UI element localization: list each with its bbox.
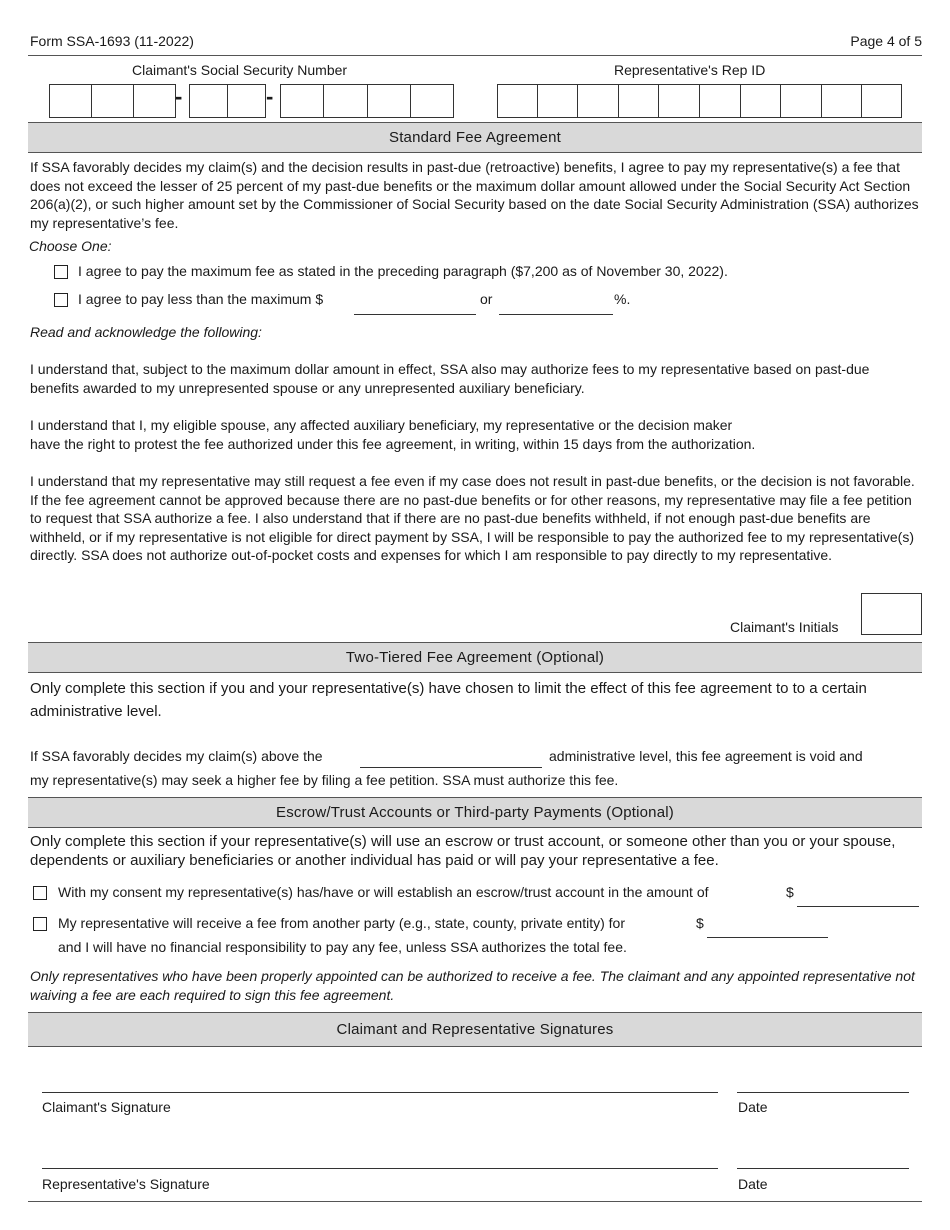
- claimant-signature-field[interactable]: [42, 1092, 718, 1093]
- representative-date-field[interactable]: [737, 1168, 909, 1169]
- admin-level-field[interactable]: [360, 767, 542, 768]
- ssn-digit-4[interactable]: [189, 84, 228, 118]
- rep-id-char-1[interactable]: [497, 84, 538, 118]
- rep-id-char-10[interactable]: [861, 84, 902, 118]
- less-fee-option-label: I agree to pay less than the maximum $: [78, 291, 324, 307]
- rep-id-char-2[interactable]: [537, 84, 578, 118]
- page-number: Page 4 of 5: [850, 33, 922, 49]
- standard-intro: If SSA favorably decides my claim(s) and the decision results in past-due (retroactive) benefits, I agree to pay my representative(s) a fee that does not exceed the lesser of 25 percent of my past-due benefits or the maximum dollar amount allowed under the Social Security Act Section 206(a)(2), or such higher amount set by the Commissioner of Social Security based on the date Social Security Administration (SSA) authorizes my representative’s fee.: [30, 159, 919, 231]
- less-fee-checkbox[interactable]: [54, 293, 68, 307]
- two-tier-line1-prefix: If SSA favorably decides my claim(s) above the: [30, 748, 323, 764]
- two-tier-heading: Two-Tiered Fee Agreement (Optional): [28, 642, 922, 673]
- standard-fee-heading: Standard Fee Agreement: [28, 122, 922, 153]
- rep-id-char-5[interactable]: [658, 84, 700, 118]
- two-tier-line1-suffix: administrative level, this fee agreement is void and: [549, 748, 863, 764]
- ssn-digit-5[interactable]: [227, 84, 266, 118]
- rep-id-char-7[interactable]: [740, 84, 781, 118]
- read-ack-label: Read and acknowledge the following:: [30, 324, 262, 340]
- rep-id-char-4[interactable]: [618, 84, 659, 118]
- representative-signature-label: Representative's Signature: [42, 1176, 210, 1192]
- signatures-heading: Claimant and Representative Signatures: [28, 1012, 922, 1047]
- ack-paragraph-1: I understand that, subject to the maximum dollar amount in effect, SSA also may authorize fees to my representative based on past-due benefits awarded to my unrepresented spouse or any unrepresented auxiliary beneficiary.: [30, 361, 870, 396]
- ssn-label: Claimant's Social Security Number: [132, 62, 348, 78]
- third-party-amount-field[interactable]: [707, 937, 828, 938]
- form-id: Form SSA-1693 (11-2022): [30, 33, 194, 49]
- ssn-digit-1[interactable]: [49, 84, 92, 118]
- claimant-signature-label: Claimant's Signature: [42, 1099, 171, 1115]
- representative-signature-field[interactable]: [42, 1168, 718, 1169]
- ssn-digit-8[interactable]: [367, 84, 411, 118]
- claimant-date-field[interactable]: [737, 1092, 909, 1093]
- third-party-dollar-sign: $: [696, 915, 704, 931]
- ssn-digit-7[interactable]: [323, 84, 368, 118]
- third-party-label-line2: and I will have no financial responsibility to pay any fee, unless SSA authorizes the total fee.: [58, 939, 627, 955]
- ssn-digit-2[interactable]: [91, 84, 134, 118]
- appointment-note: Only representatives who have been properly appointed can be authorized to receive a fee. The claimant and any appointed representative not waiving a fee are each required to sign this fee agreement.: [30, 968, 915, 1003]
- escrow-intro: Only complete this section if your representative(s) will use an escrow or trust account, or someone other than you or your spouse, dependents or auxiliary beneficiaries or another individual has paid or will pay your representative a fee.: [30, 833, 896, 869]
- claimant-initials-label: Claimant's Initials: [730, 619, 839, 635]
- max-fee-option-label: I agree to pay the maximum fee as stated in the preceding paragraph ($7,200 as of November 30, 2022).: [78, 263, 728, 279]
- ssn-digit-6[interactable]: [280, 84, 324, 118]
- rep-id-char-6[interactable]: [699, 84, 741, 118]
- escrow-consent-label: With my consent my representative(s) has/have or will establish an escrow/trust account in the amount of: [58, 884, 709, 900]
- max-fee-checkbox[interactable]: [54, 265, 68, 279]
- rep-id-char-9[interactable]: [821, 84, 862, 118]
- ssn-dash: -: [175, 84, 183, 109]
- ack-paragraph-3: I understand that my representative may still request a fee even if my case does not result in past-due benefits, or the decision is not favorable. If the fee agreement cannot be approved because there are no past-due benefits or for other reasons, my representative may file a fee petition to request that SSA authorize a fee. I also understand that if there are no past-due benefits withheld, if not enough past-due benefits are withheld, or if my representative is not eligible for direct payment by SSA, I will be responsible to pay the authorized fee to my representative(s) directly. SSA does not authorize out-of-pocket costs and expenses for which I am responsible to pay directly to my representative.: [30, 473, 915, 564]
- ack-paragraph-2-line2: have the right to protest the fee authorized under this fee agreement, in writing, within 15 days from the authorization.: [30, 436, 756, 452]
- rep-id-char-3[interactable]: [577, 84, 619, 118]
- rep-id-char-8[interactable]: [780, 84, 822, 118]
- escrow-consent-checkbox[interactable]: [33, 886, 47, 900]
- representative-date-label: Date: [738, 1176, 768, 1192]
- ssn-digit-3[interactable]: [133, 84, 176, 118]
- two-tier-line2: my representative(s) may seek a higher fee by filing a fee petition. SSA must authorize this fee.: [30, 772, 619, 788]
- header-divider: [28, 55, 922, 56]
- two-tier-intro: Only complete this section if you and your representative(s) have chosen to limit the effect of this fee agreement to to a certain administrative level.: [30, 680, 867, 720]
- ssn-dash: -: [266, 84, 274, 109]
- third-party-checkbox[interactable]: [33, 917, 47, 931]
- escrow-amount-field[interactable]: [797, 906, 919, 907]
- claimant-initials-box[interactable]: [861, 593, 922, 635]
- choose-one-label: Choose One:: [29, 238, 112, 254]
- less-fee-percent-field[interactable]: [499, 314, 613, 315]
- third-party-label-line1: My representative will receive a fee from another party (e.g., state, county, private entity) for: [58, 915, 625, 931]
- rep-id-label: Representative's Rep ID: [614, 62, 766, 78]
- or-label: or: [480, 291, 493, 307]
- ack-paragraph-2-line1: I understand that I, my eligible spouse, any affected auxiliary beneficiary, my representative or the decision maker: [30, 417, 733, 433]
- escrow-heading: Escrow/Trust Accounts or Third-party Payments (Optional): [28, 797, 922, 828]
- claimant-date-label: Date: [738, 1099, 768, 1115]
- escrow-dollar-sign: $: [786, 884, 794, 900]
- ssn-digit-9[interactable]: [410, 84, 454, 118]
- percent-label: %.: [614, 291, 631, 307]
- less-fee-amount-field[interactable]: [354, 314, 476, 315]
- bottom-divider: [28, 1201, 922, 1202]
